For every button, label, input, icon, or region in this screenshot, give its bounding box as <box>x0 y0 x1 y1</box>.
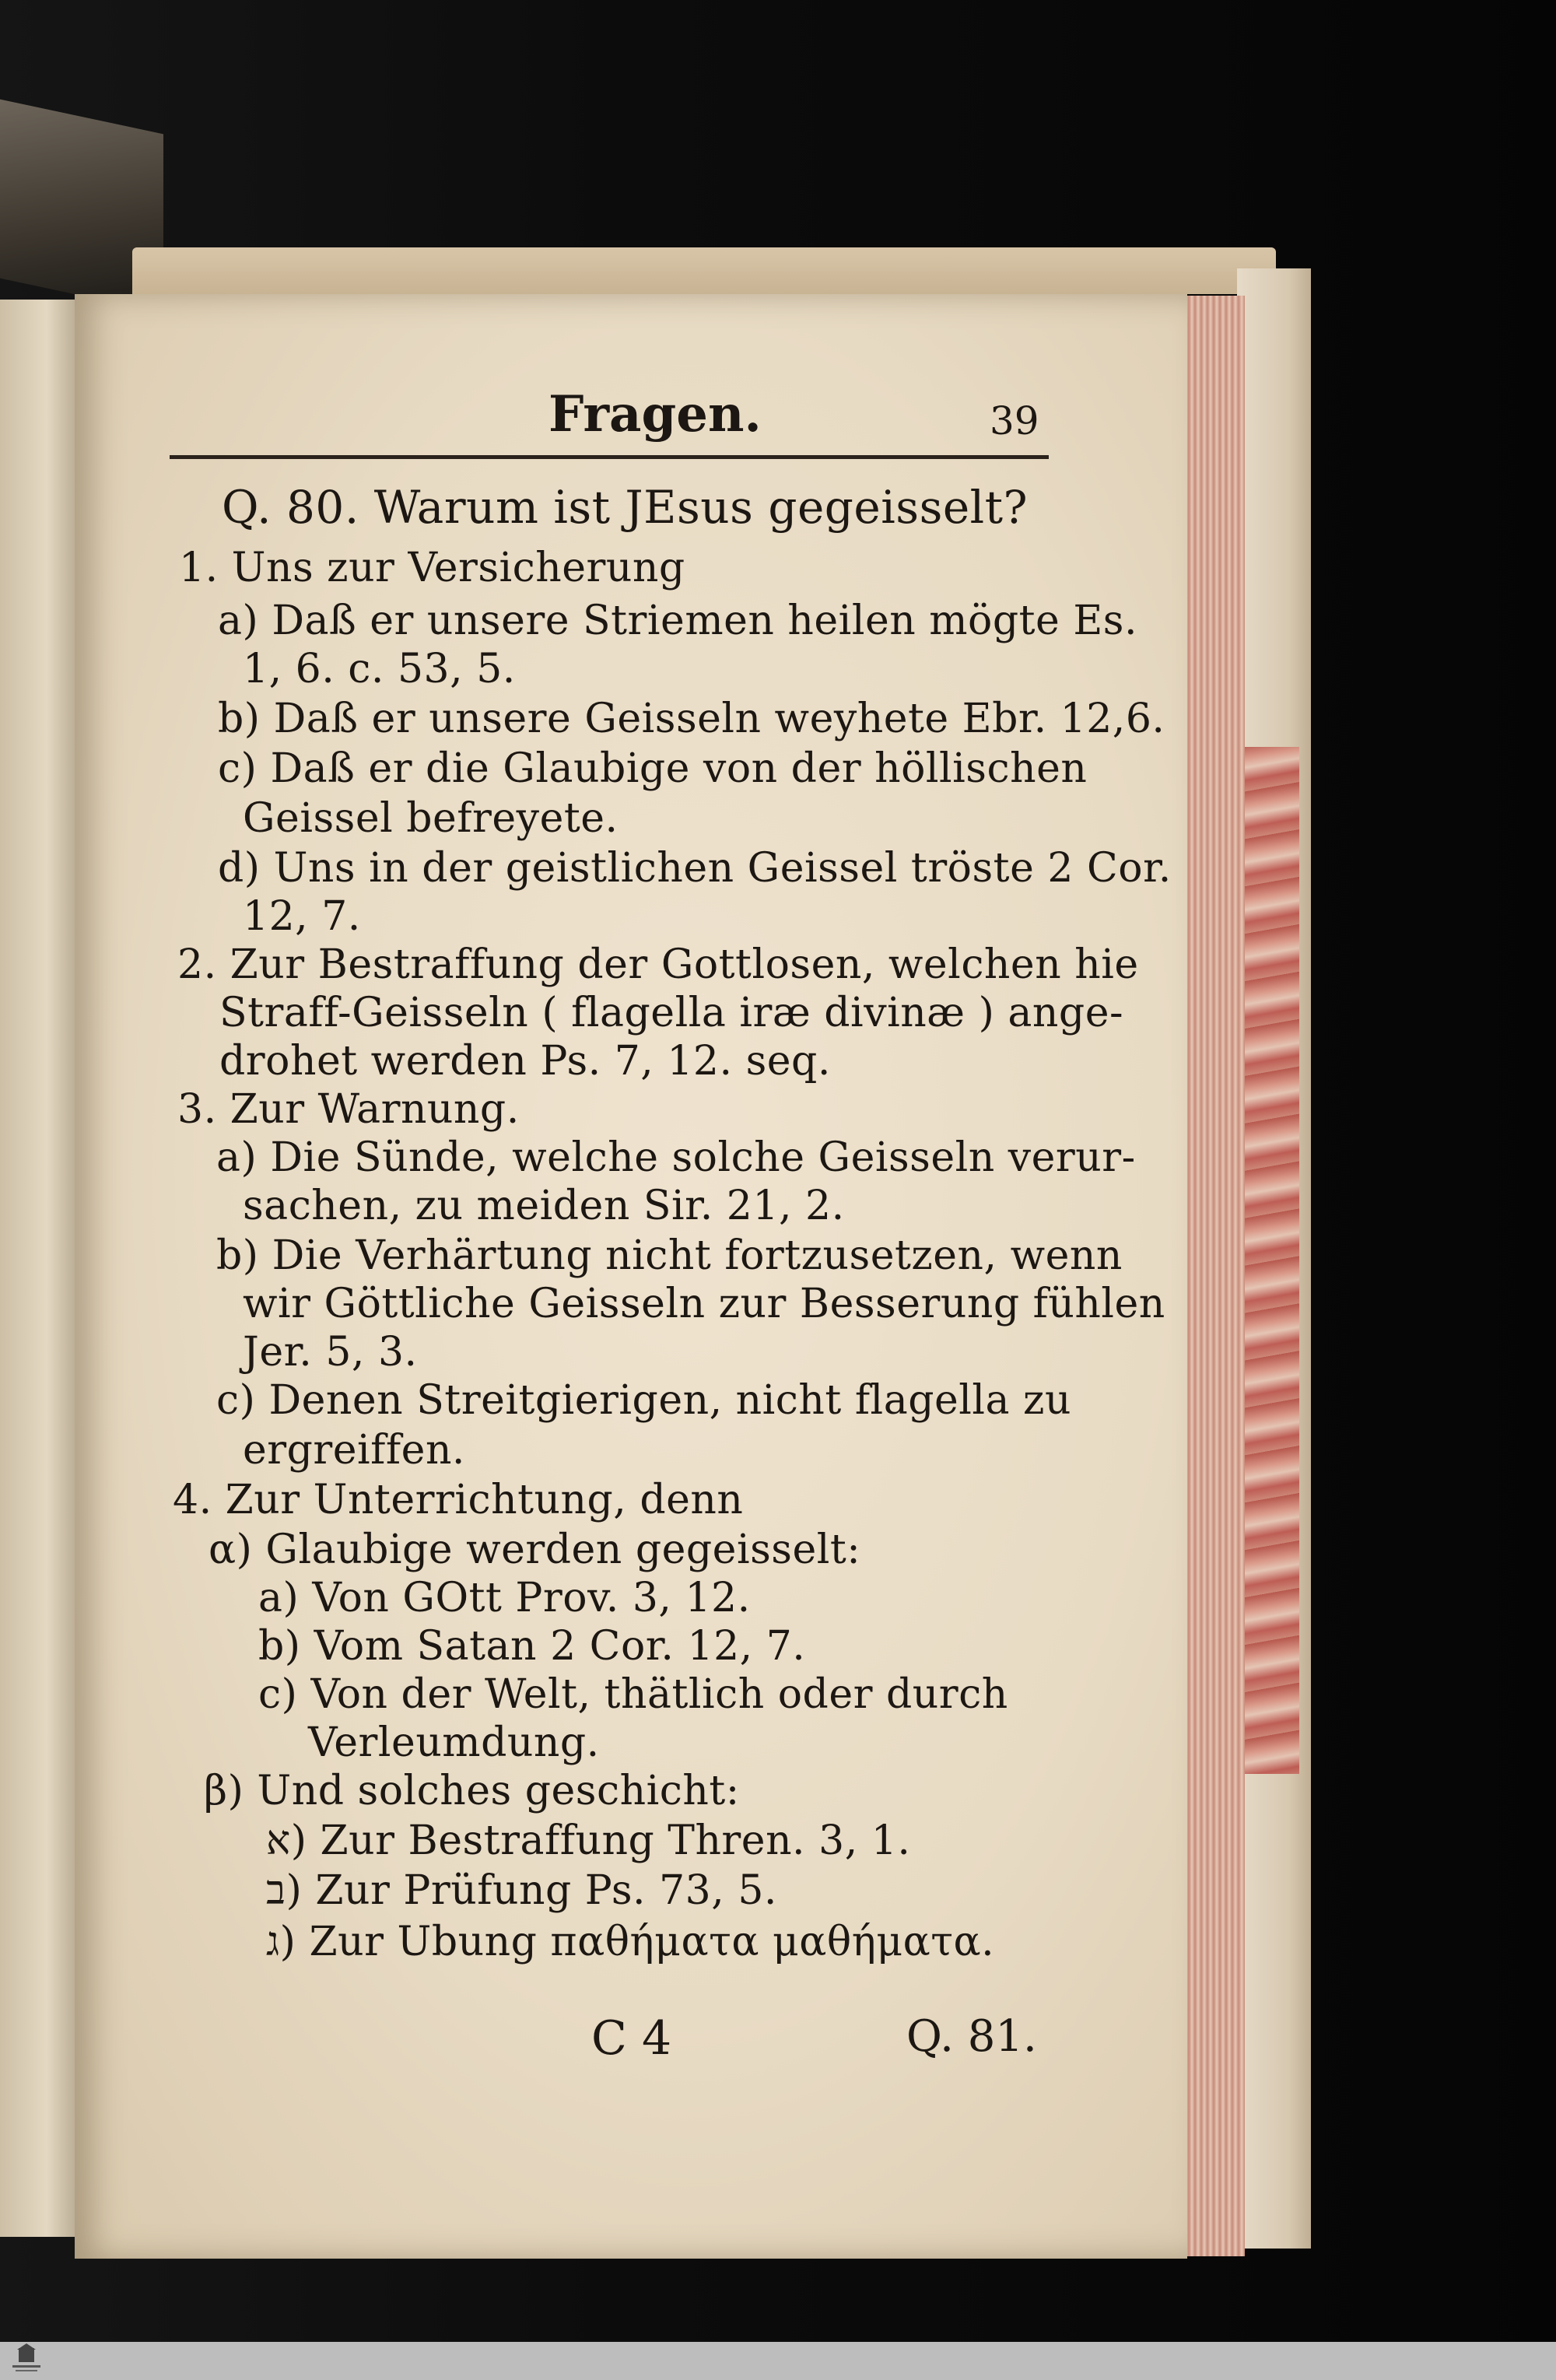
text-line: a) Daß er unsere Striemen heilen mögte Es. <box>218 598 1138 644</box>
text-line: 1. Uns zur Versicherung <box>179 545 685 591</box>
text-line: 1, 6. c. 53, 5. <box>243 646 516 692</box>
text-line: b) Vom Satan 2 Cor. 12, 7. <box>258 1623 806 1670</box>
scan-footer-strip <box>0 2342 1556 2380</box>
text-line: Straff-Geisseln ( flagella iræ divinæ ) ange- <box>219 990 1124 1036</box>
page-number: 39 <box>990 398 1039 443</box>
text-line: β) Und solches geschicht: <box>204 1768 740 1814</box>
text-line: 3. Zur Warnung. <box>177 1086 520 1133</box>
text-line: sachen, zu meiden Sir. 21, 2. <box>243 1183 845 1229</box>
book-cover-top-edge <box>132 247 1276 294</box>
text-line: c) Denen Streitgierigen, nicht flagella zu <box>216 1377 1071 1424</box>
library-logo-icon <box>5 2343 48 2378</box>
text-line: 12, 7. <box>243 893 361 940</box>
text-line: c) Daß er die Glaubige von der höllischen <box>218 745 1088 792</box>
text-line: b) Daß er unsere Geisseln weyhete Ebr. 12,6. <box>218 696 1165 742</box>
text-line: drohet werden Ps. 7, 12. seq. <box>219 1038 831 1085</box>
text-line: 4. Zur Unterrichtung, denn <box>173 1477 744 1523</box>
text-line: ב) Zur Prüfung Ps. 73, 5. <box>266 1867 777 1914</box>
text-line: ergreiffen. <box>243 1427 465 1474</box>
running-title: Fragen. <box>548 385 762 443</box>
left-page-edge <box>0 300 78 2237</box>
page-edges <box>1183 296 1245 2256</box>
text-line: 2. Zur Bestraffung der Gottlosen, welchen hie <box>177 941 1139 988</box>
text-line: Geissel befreyete. <box>243 795 619 842</box>
text-line: α) Glaubige werden gegeisselt: <box>209 1526 861 1573</box>
text-line: a) Die Sünde, welche solche Geisseln verur- <box>216 1134 1136 1181</box>
text-line: Verleumdung. <box>308 1719 600 1766</box>
signature-mark: C 4 <box>591 2011 672 2066</box>
text-line: א) Zur Bestraffung Thren. 3, 1. <box>266 1817 911 1864</box>
header-rule <box>170 455 1049 459</box>
text-line: d) Uns in der geistlichen Geissel tröste 2 Cor. <box>218 845 1172 892</box>
catchword: Q. 81. <box>906 2011 1037 2062</box>
text-line: Jer. 5, 3. <box>243 1329 418 1376</box>
text-line: wir Göttliche Geisseln zur Besserung fühlen <box>243 1281 1165 1327</box>
text-line: b) Die Verhärtung nicht fortzusetzen, wenn <box>216 1232 1123 1279</box>
text-line: a) Von GOtt Prov. 3, 12. <box>258 1575 751 1621</box>
question-heading: Q. 80. Warum ist JEsus gegeisselt? <box>222 481 1029 534</box>
text-line: c) Von der Welt, thätlich oder durch <box>258 1671 1008 1718</box>
text-line: ג) Zur Ubung παθήματα μαθήματα. <box>266 1919 995 1965</box>
